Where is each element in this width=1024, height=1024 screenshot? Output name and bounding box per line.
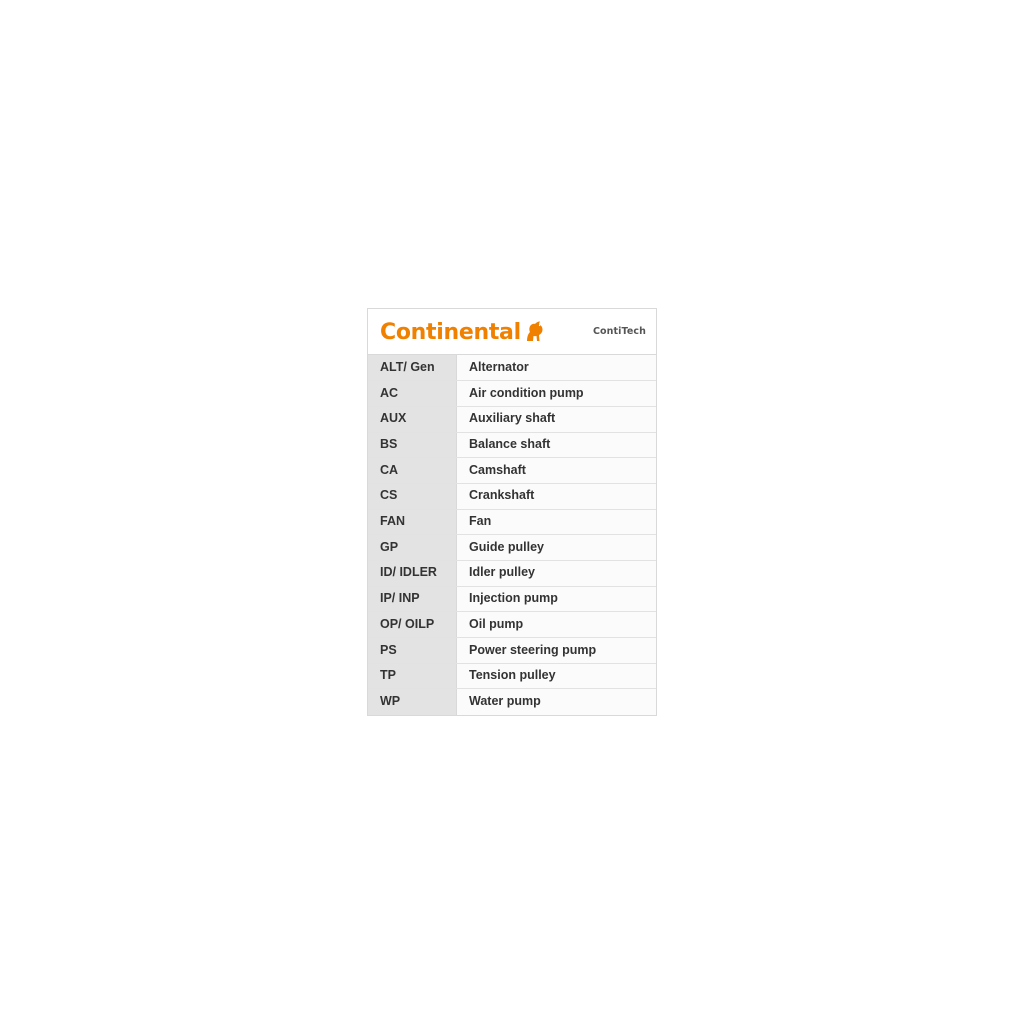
abbr-cell: CA xyxy=(368,458,457,484)
table-row xyxy=(368,689,656,715)
brand-header xyxy=(368,309,656,355)
desc-cell: Auxiliary shaft xyxy=(457,406,657,432)
table-row xyxy=(368,483,656,509)
sub-brand-label: ContiTech xyxy=(592,326,646,337)
desc-cell: Idler pulley xyxy=(457,561,657,587)
desc-cell: Crankshaft xyxy=(457,483,657,509)
desc-cell: Camshaft xyxy=(457,458,657,484)
table-row xyxy=(368,406,656,432)
desc-cell: Fan xyxy=(457,509,657,535)
abbr-cell: OP/ OILP xyxy=(368,612,457,638)
abbr-cell: WP xyxy=(368,689,457,715)
table-row xyxy=(368,612,656,638)
table-row xyxy=(368,432,656,458)
brand-logo xyxy=(380,319,544,344)
abbreviation-legend-table xyxy=(368,355,656,715)
abbr-cell: AC xyxy=(368,381,457,407)
desc-cell: Oil pump xyxy=(457,612,657,638)
abbr-cell: AUX xyxy=(368,406,457,432)
table-row xyxy=(368,638,656,664)
abbr-cell: ALT/ Gen xyxy=(368,355,457,381)
abbr-cell: BS xyxy=(368,432,457,458)
table-row xyxy=(368,381,656,407)
abbr-cell: TP xyxy=(368,663,457,689)
brand-wordmark: Continental xyxy=(380,320,521,345)
abbr-cell: FAN xyxy=(368,509,457,535)
desc-cell: Injection pump xyxy=(457,586,657,612)
table-row xyxy=(368,586,656,612)
desc-cell: Water pump xyxy=(457,689,657,715)
desc-cell: Balance shaft xyxy=(457,432,657,458)
table-row xyxy=(368,561,656,587)
legend-table-body xyxy=(368,355,656,715)
abbr-cell: CS xyxy=(368,483,457,509)
desc-cell: Alternator xyxy=(457,355,657,381)
legend-card xyxy=(367,308,657,716)
desc-cell: Air condition pump xyxy=(457,381,657,407)
desc-cell: Guide pulley xyxy=(457,535,657,561)
desc-cell: Power steering pump xyxy=(457,638,657,664)
abbr-cell: PS xyxy=(368,638,457,664)
table-row xyxy=(368,509,656,535)
abbr-cell: GP xyxy=(368,535,457,561)
table-row xyxy=(368,458,656,484)
table-row xyxy=(368,535,656,561)
desc-cell: Tension pulley xyxy=(457,663,657,689)
horse-logo-icon xyxy=(524,319,544,343)
table-row xyxy=(368,663,656,689)
abbr-cell: ID/ IDLER xyxy=(368,561,457,587)
abbr-cell: IP/ INP xyxy=(368,586,457,612)
table-row xyxy=(368,355,656,381)
